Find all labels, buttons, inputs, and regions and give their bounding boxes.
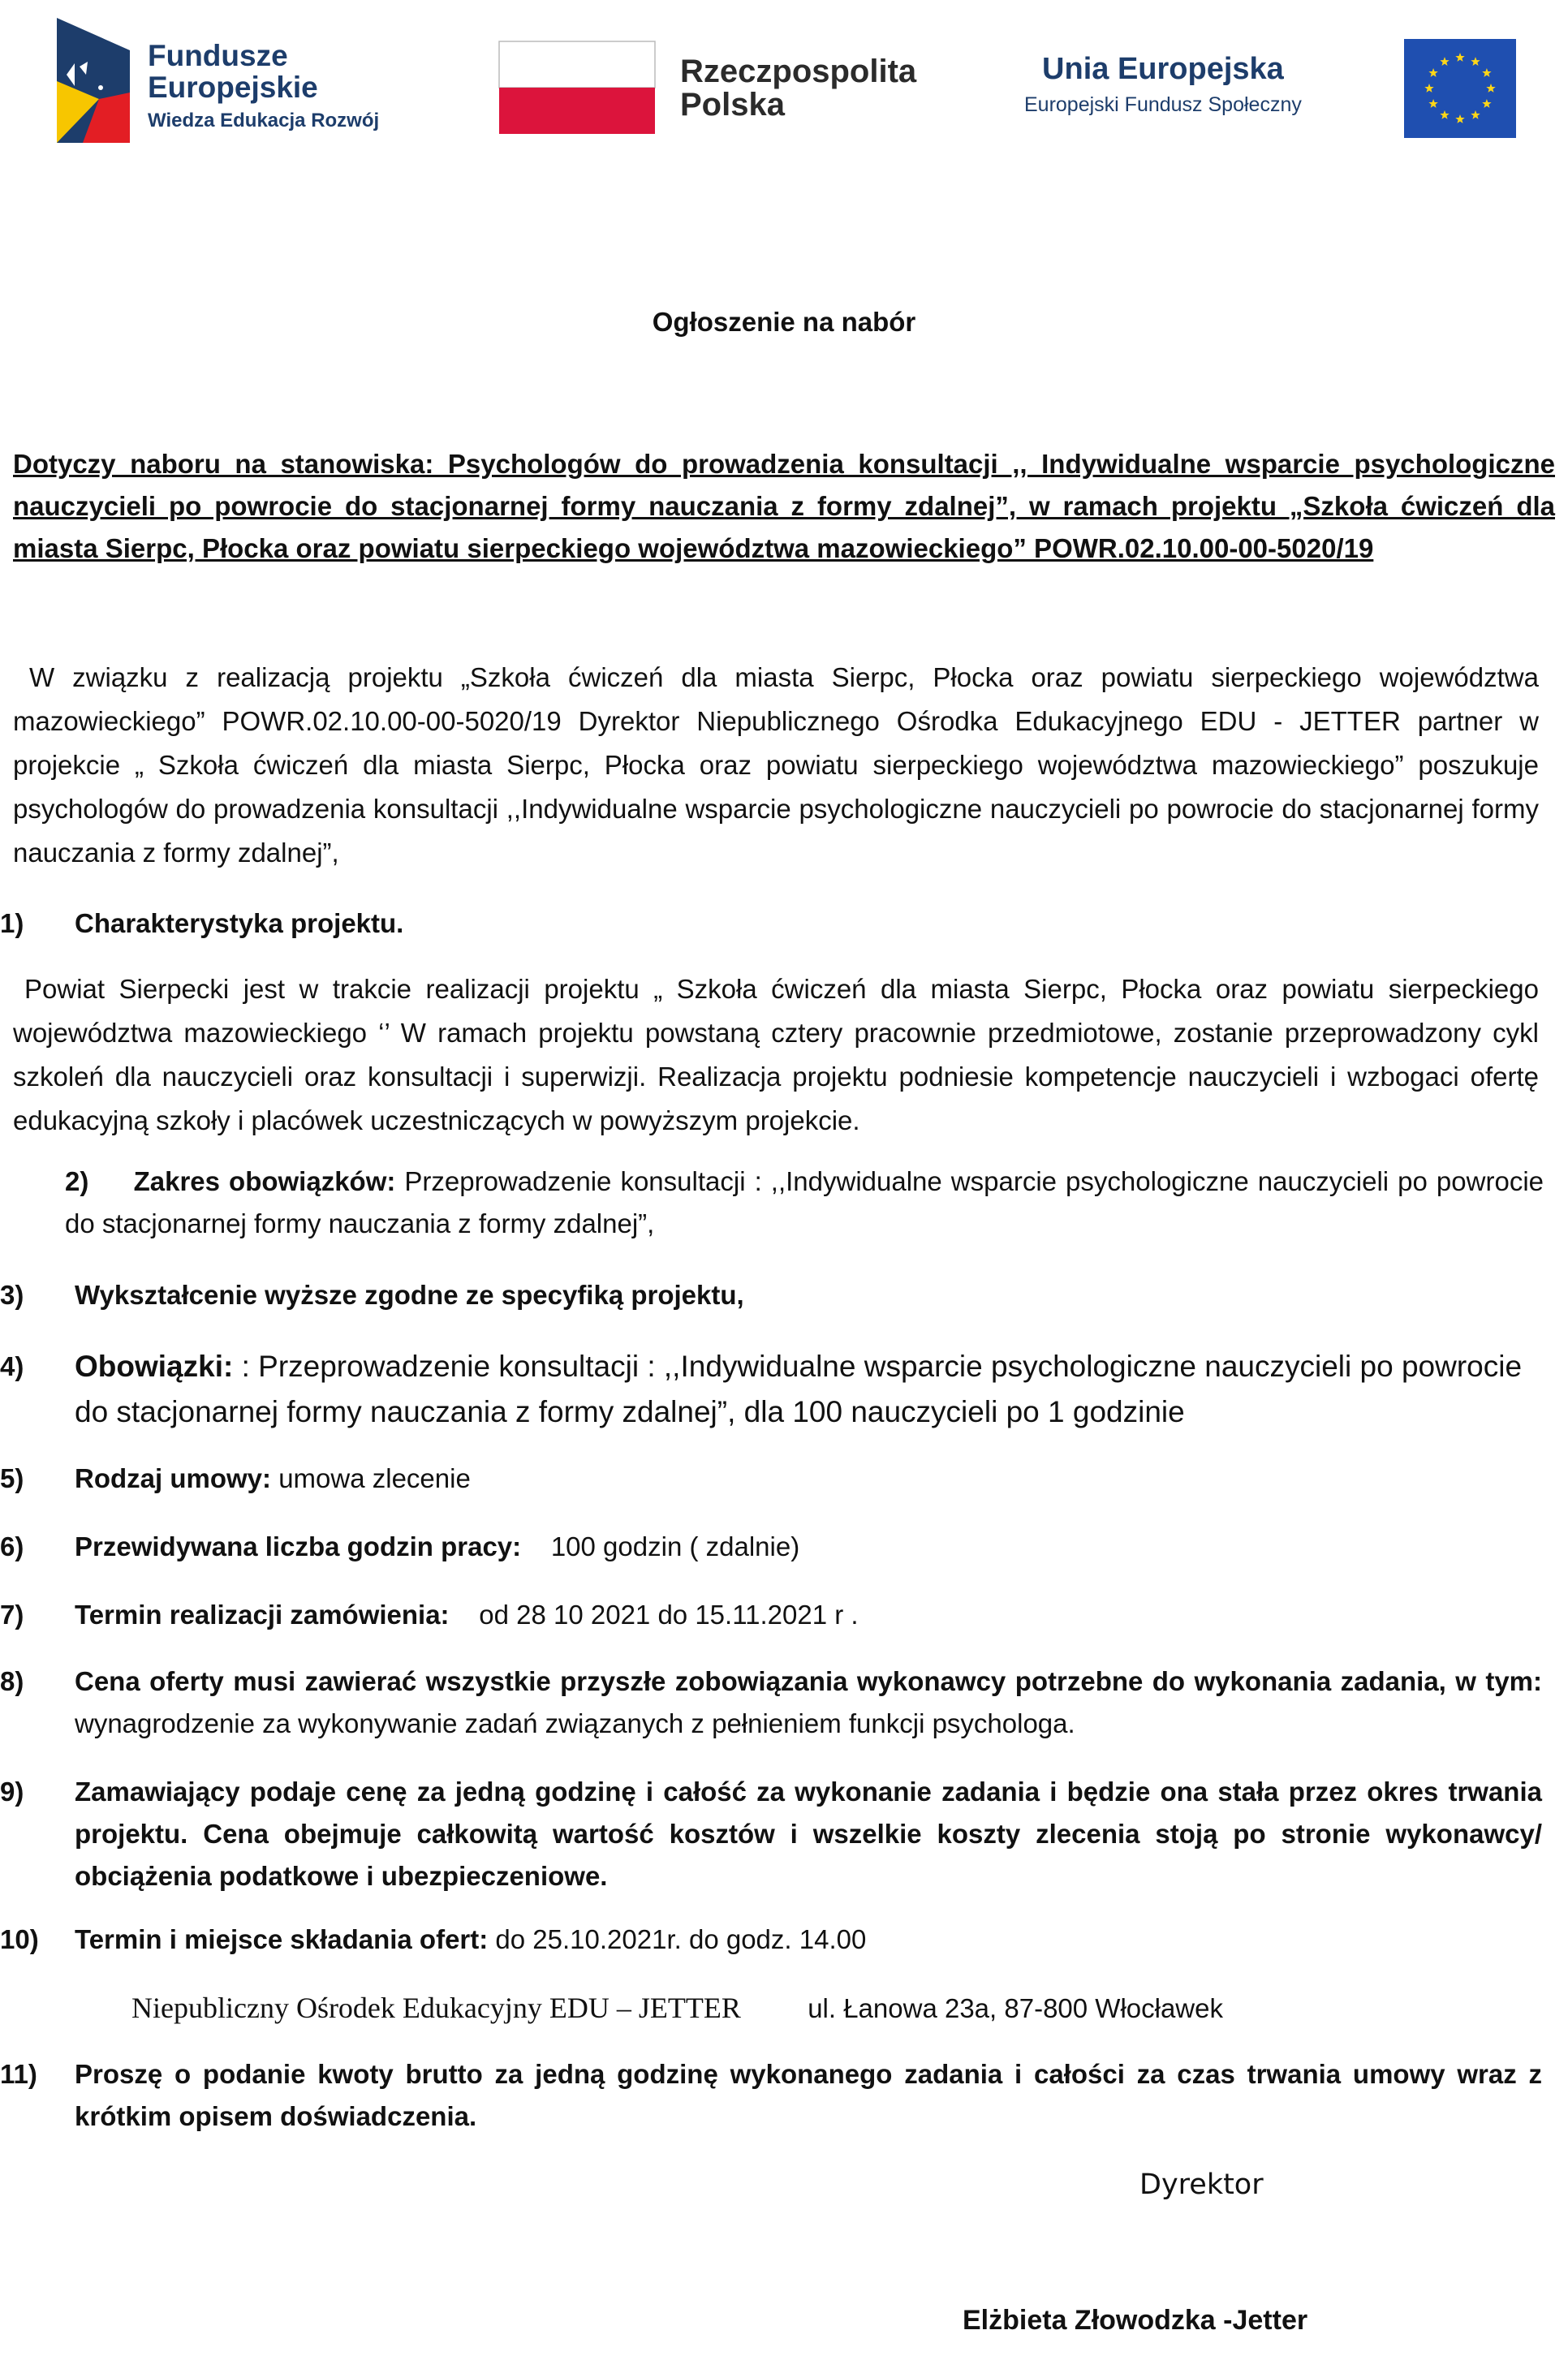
item-2-number: 2) bbox=[65, 1166, 89, 1196]
polish-flag-icon bbox=[498, 41, 656, 135]
item-5-text: umowa zlecenie bbox=[278, 1463, 471, 1493]
item-3-label: Wykształcenie wyższe zgodne ze specyfiką projektu, bbox=[75, 1280, 744, 1310]
item-2-label: Zakres obowiązków: bbox=[133, 1166, 396, 1196]
item-1 bbox=[0, 902, 1542, 945]
item-4-text: : Przeprowadzenie konsultacji : ,,Indywidualne wsparcie psychologiczne nauczycieli po powrocie do stacjonarnej formy nauczania z formy zdalnej”, dla 100 nauczycieli po 1 godzinie bbox=[75, 1350, 1523, 1428]
item-8 bbox=[0, 1660, 1542, 1745]
item-9-label: Zamawiający podaje cenę za jedną godzinę i całość za wykonanie zadania i będzie ona stała przez okres trwania projektu. Cena obejmuje całkowitą wartość kosztów i wszelkie koszty zlecenia stoją po stronie wykonawcy/ obciążenia podatkowe i ubezpieczeniowe. bbox=[75, 1777, 1542, 1891]
item-6-label: Przewidywana liczba godzin pracy: bbox=[75, 1531, 522, 1561]
item-5-number: 5) bbox=[0, 1463, 24, 1493]
item-8-text: wynagrodzenie za wykonywanie zadań związanych z pełnieniem funkcji psychologa. bbox=[75, 1708, 1075, 1738]
item-10 bbox=[0, 1919, 1542, 1961]
subject-heading: Dotyczy naboru na stanowiska: Psychologów do prowadzenia konsultacji ,, Indywidualne wsparcie psychologiczne nauczycieli po powrocie do stacjonarnej formy nauczania z formy zdalnej”, w ramach projektu „Szkoła ćwiczeń dla miasta Sierpc, Płocka oraz powiatu sierpeckiego województwa mazowieckiego” POWR.02.10.00-00-5020/19 bbox=[13, 449, 1555, 563]
item-10-number: 10) bbox=[0, 1924, 39, 1954]
project-description-paragraph: Powiat Sierpecki jest w trakcie realizacji projektu „ Szkoła ćwiczeń dla miasta Sierpc, Płocka oraz powiatu sierpeckiego województwa mazowieckiego ‘’ W ramach projektu powstaną cztery pracownie przedmiotowe, zostanie przeprowadzony cykl szkoleń dla nauczycieli oraz konsultacji i superwizji. Realizacja projektu podniesie kompetencje nauczycieli i wzbogaci ofertę edukacyjną szkoły i placówek uczestniczących w powyższym projekcie. bbox=[13, 974, 1539, 1135]
fe-line3: Wiedza Edukacja Rozwój bbox=[148, 109, 380, 131]
item-2-text: Przeprowadzenie konsultacji : ,,Indywidualne wsparcie psychologiczne nauczycieli po powrocie do stacjonarnej formy nauczania z formy zdalnej”, bbox=[65, 1166, 1544, 1238]
item-3 bbox=[0, 1274, 1542, 1316]
item-11-number: 11) bbox=[0, 2059, 37, 2089]
item-9-number: 9) bbox=[0, 1777, 24, 1807]
intro-paragraph: W związku z realizacją projektu „Szkoła ćwiczeń dla miasta Sierpc, Płocka oraz powiatu sierpeckiego województwa mazowieckiego” POWR.02.10.00-00-5020/19 Dyrektor Niepublicznego Ośrodka Edukacyjnego EDU - JETTER partner w projekcie „ Szkoła ćwiczeń dla miasta Sierpc, Płocka oraz powiatu sierpeckiego województwa mazowieckiego” poszukuje psychologów do prowadzenia konsultacji ,,Indywidualne wsparcie psychologiczne nauczycieli po powrocie do stacjonarnej formy nauczania z formy zdalnej”, bbox=[13, 662, 1539, 868]
item-10-label: Termin i miejsce składania ofert: bbox=[75, 1924, 489, 1954]
unia-europejska-wordmark bbox=[1024, 52, 1302, 117]
fundusze-europejskie-wordmark bbox=[148, 41, 379, 131]
item-5-label: Rodzaj umowy: bbox=[75, 1463, 272, 1493]
eu-flag-icon bbox=[1404, 39, 1516, 138]
fe-line1: Fundusze bbox=[148, 39, 288, 72]
page-title: Ogłoszenie na nabór bbox=[652, 307, 916, 337]
item-7-text: od 28 10 2021 do 15.11.2021 r . bbox=[479, 1600, 859, 1630]
item-10-text: do 25.10.2021r. do godz. 14.00 bbox=[495, 1924, 867, 1954]
ue-line1: Unia Europejska bbox=[1042, 52, 1284, 86]
item-7-number: 7) bbox=[0, 1600, 24, 1630]
rp-line2: Polska bbox=[680, 86, 785, 123]
item-4-number: 4) bbox=[0, 1351, 24, 1381]
item-5 bbox=[0, 1458, 1542, 1500]
item-4 bbox=[0, 1344, 1542, 1435]
fundusze-europejskie-logo-icon bbox=[50, 18, 136, 143]
item-3-number: 3) bbox=[0, 1280, 24, 1310]
item-8-label: Cena oferty musi zawierać wszystkie przyszłe zobowiązania wykonawcy potrzebne do wykonania zadania, w tym: bbox=[75, 1666, 1542, 1696]
item-4-label: Obowiązki: bbox=[75, 1350, 234, 1383]
item-6-text: 100 godzin ( zdalnie) bbox=[550, 1531, 800, 1561]
item-9 bbox=[0, 1771, 1542, 1897]
ue-line2: Europejski Fundusz Społeczny bbox=[1024, 93, 1302, 116]
item-6 bbox=[0, 1526, 1542, 1568]
signature-role: Dyrektor bbox=[1139, 2169, 1264, 2201]
item-6-number: 6) bbox=[0, 1531, 24, 1561]
rzeczpospolita-wordmark bbox=[680, 55, 916, 122]
item-11-label: Proszę o podanie kwoty brutto za jedną godzinę wykonanego zadania i całości za czas trwania umowy wraz z krótkim opisem doświadczenia. bbox=[75, 2059, 1542, 2131]
item-10-place: Niepubliczny Ośrodek Edukacyjny EDU – JETTER bbox=[131, 1992, 741, 2024]
item-11 bbox=[0, 2053, 1542, 2138]
item-1-label: Charakterystyka projektu. bbox=[75, 908, 404, 938]
item-1-number: 1) bbox=[0, 908, 24, 938]
item-7 bbox=[0, 1594, 1542, 1636]
signature-name: Elżbieta Złowodzka -Jetter bbox=[963, 2305, 1308, 2336]
rp-line1: Rzeczpospolita bbox=[680, 54, 917, 89]
item-7-label: Termin realizacji zamówienia: bbox=[75, 1600, 450, 1630]
item-10-address: ul. Łanowa 23a, 87-800 Włocławek bbox=[808, 1993, 1223, 2023]
item-2 bbox=[65, 1161, 1544, 1245]
item-10-place-line bbox=[131, 1987, 1511, 2030]
item-8-number: 8) bbox=[0, 1666, 24, 1696]
fe-line2: Europejskie bbox=[148, 70, 318, 104]
